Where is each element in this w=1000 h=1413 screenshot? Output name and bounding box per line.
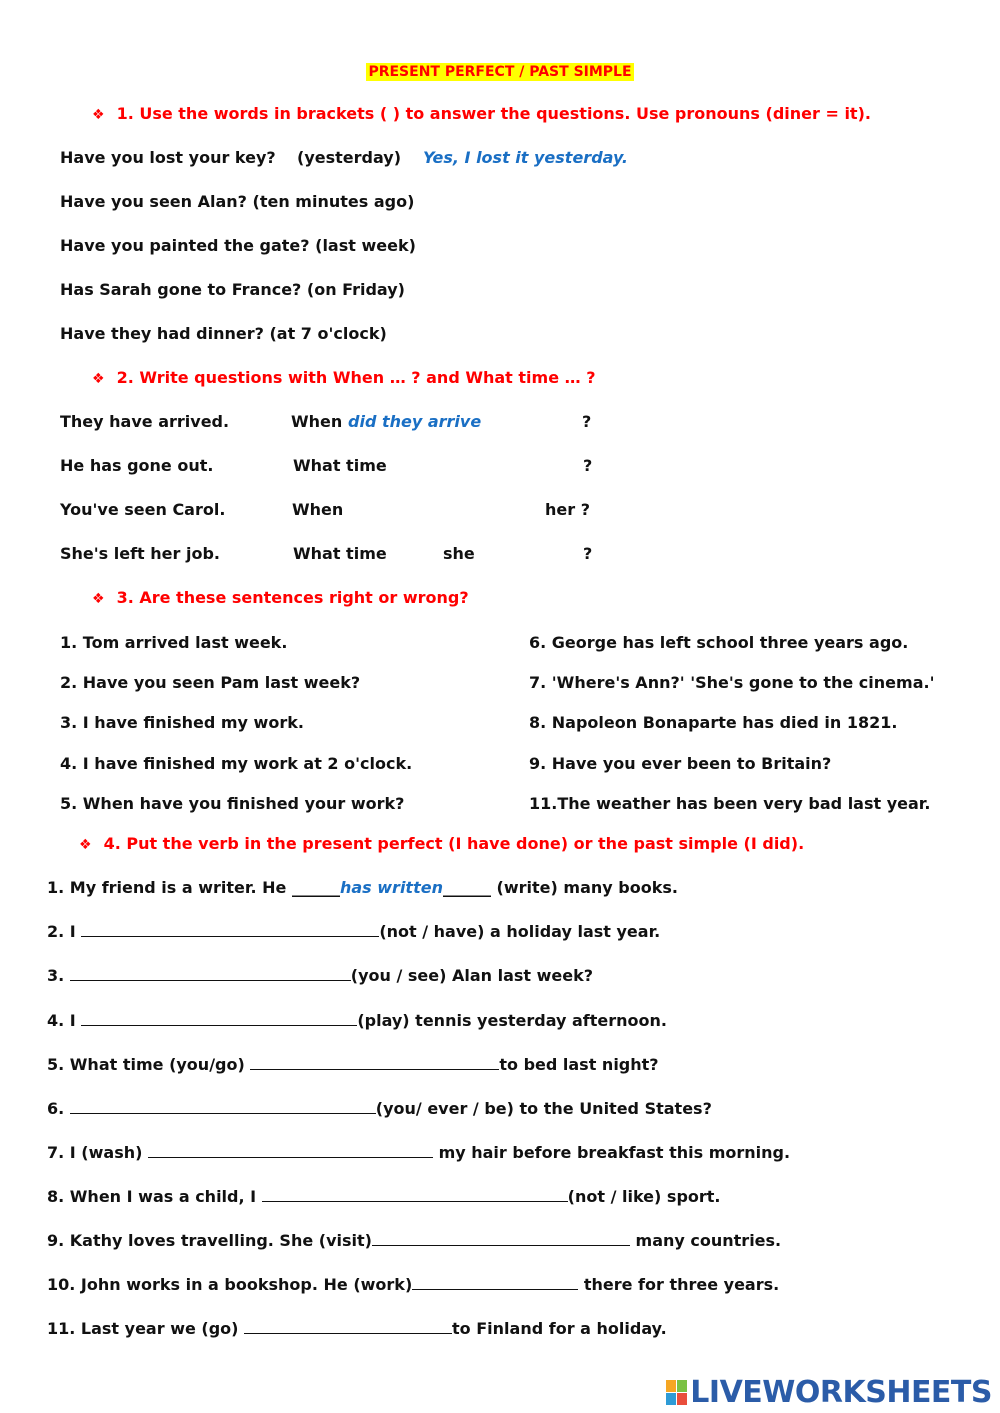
s2-lead-4: What time bbox=[293, 544, 387, 563]
s4-item-1: 1. My friend is a writer. He ______has written______ (write) many books. bbox=[47, 878, 678, 897]
s4-blank-3[interactable] bbox=[70, 966, 351, 981]
s3-right-11[interactable]: 11.The weather has been very bad last year. bbox=[529, 794, 931, 813]
s2-lead-3: When bbox=[292, 500, 344, 519]
s4-item-3: 3. (you / see) Alan last week? bbox=[47, 966, 594, 985]
s3-left-3[interactable]: 3. I have finished my work. bbox=[60, 713, 304, 732]
s4-item-4: 4. I (play) tennis yesterday afternoon. bbox=[47, 1011, 667, 1030]
s3-right-7[interactable]: 7. 'Where's Ann?' 'She's gone to the cinema.' bbox=[529, 673, 935, 692]
s4-blank-8[interactable] bbox=[262, 1187, 568, 1202]
s2-answer-4-input[interactable] bbox=[490, 544, 575, 564]
s4-item-2: 2. I (not / have) a holiday last year. bbox=[47, 922, 661, 941]
s3-left-1[interactable]: 1. Tom arrived last week. bbox=[60, 633, 288, 652]
s4-item-9: 9. Kathy loves travelling. She (visit) many countries. bbox=[47, 1231, 782, 1250]
section-1-heading: ❖ 1. Use the words in brackets ( ) to answer the questions. Use pronouns (diner = it). bbox=[92, 104, 871, 123]
s2-lead-1: When bbox=[291, 412, 343, 431]
liveworksheets-brand: LIVEWORKSHEETS bbox=[666, 1375, 992, 1410]
s4-item-5: 5. What time (you/go) to bed last night? bbox=[47, 1055, 659, 1074]
s4-item-6: 6. (you/ ever / be) to the United States? bbox=[47, 1099, 712, 1118]
s1-question-4: Has Sarah gone to France? (on Friday) bbox=[60, 280, 405, 299]
s4-blank-4[interactable] bbox=[81, 1011, 357, 1026]
s3-right-6[interactable]: 6. George has left school three years ago. bbox=[529, 633, 909, 652]
diamond-bullet-icon: ❖ bbox=[92, 107, 105, 123]
s4-item-7: 7. I (wash) my hair before breakfast this morning. bbox=[47, 1143, 791, 1162]
s4-item-8: 8. When I was a child, I (not / like) sport. bbox=[47, 1187, 721, 1206]
s4-blank-10[interactable] bbox=[412, 1275, 578, 1290]
liveworksheets-logo-icon bbox=[666, 1380, 688, 1406]
s2-end-4: ? bbox=[583, 544, 593, 563]
s4-item-11: 11. Last year we (go) to Finland for a holiday. bbox=[47, 1319, 667, 1338]
s2-statement-2: He has gone out. bbox=[60, 456, 214, 475]
s3-right-8[interactable]: 8. Napoleon Bonaparte has died in 1821. bbox=[529, 713, 898, 732]
s1-question-3: Have you painted the gate? (last week) bbox=[60, 236, 416, 255]
s3-left-2[interactable]: 2. Have you seen Pam last week? bbox=[60, 673, 361, 692]
s4-blank-6[interactable] bbox=[70, 1099, 376, 1114]
diamond-bullet-icon: ❖ bbox=[79, 837, 92, 853]
s2-statement-1: They have arrived. bbox=[60, 412, 230, 431]
s4-blank-5[interactable] bbox=[250, 1055, 499, 1070]
s2-answer-1[interactable]: did they arrive bbox=[348, 412, 482, 431]
s3-left-4[interactable]: 4. I have finished my work at 2 o'clock. bbox=[60, 754, 413, 773]
s2-answer-2-input[interactable] bbox=[390, 456, 570, 476]
s1-question-1: Have you lost your key? bbox=[60, 148, 276, 167]
s3-right-9[interactable]: 9. Have you ever been to Britain? bbox=[529, 754, 832, 773]
s2-statement-3: You've seen Carol. bbox=[60, 500, 226, 519]
s2-end-2: ? bbox=[583, 456, 593, 475]
section-2-heading: ❖ 2. Write questions with When … ? and What time … ? bbox=[92, 368, 596, 387]
s4-blank-7[interactable] bbox=[148, 1143, 433, 1158]
page-title: PRESENT PERFECT / PAST SIMPLE bbox=[368, 64, 632, 80]
s4-blank-2[interactable] bbox=[81, 922, 379, 937]
s4-blank-11[interactable] bbox=[244, 1319, 452, 1334]
section-3-heading: ❖ 3. Are these sentences right or wrong? bbox=[92, 588, 469, 607]
s4-blank-9[interactable] bbox=[372, 1231, 630, 1246]
s4-answer-1[interactable]: has written bbox=[339, 878, 443, 897]
s1-question-5: Have they had dinner? (at 7 o'clock) bbox=[60, 324, 387, 343]
s2-end-1: ? bbox=[582, 412, 592, 431]
diamond-bullet-icon: ❖ bbox=[92, 371, 105, 387]
section-4-heading: ❖ 4. Put the verb in the present perfect (I have done) or the past simple (I did). bbox=[79, 834, 805, 853]
s2-answer-3-input[interactable] bbox=[350, 500, 530, 520]
s2-lead-2: What time bbox=[293, 456, 387, 475]
s1-answer-1[interactable]: Yes, I lost it yesterday. bbox=[423, 148, 628, 167]
diamond-bullet-icon: ❖ bbox=[92, 591, 105, 607]
s4-item-10: 10. John works in a bookshop. He (work) there for three years. bbox=[47, 1275, 780, 1294]
s2-mid-4: she bbox=[443, 544, 475, 563]
s2-statement-4: She's left her job. bbox=[60, 544, 220, 563]
s1-question-2: Have you seen Alan? (ten minutes ago) bbox=[60, 192, 415, 211]
s3-left-5[interactable]: 5. When have you finished your work? bbox=[60, 794, 405, 813]
s1-question-1-hint: (yesterday) bbox=[297, 148, 402, 167]
s2-end-3: her ? bbox=[545, 500, 590, 519]
